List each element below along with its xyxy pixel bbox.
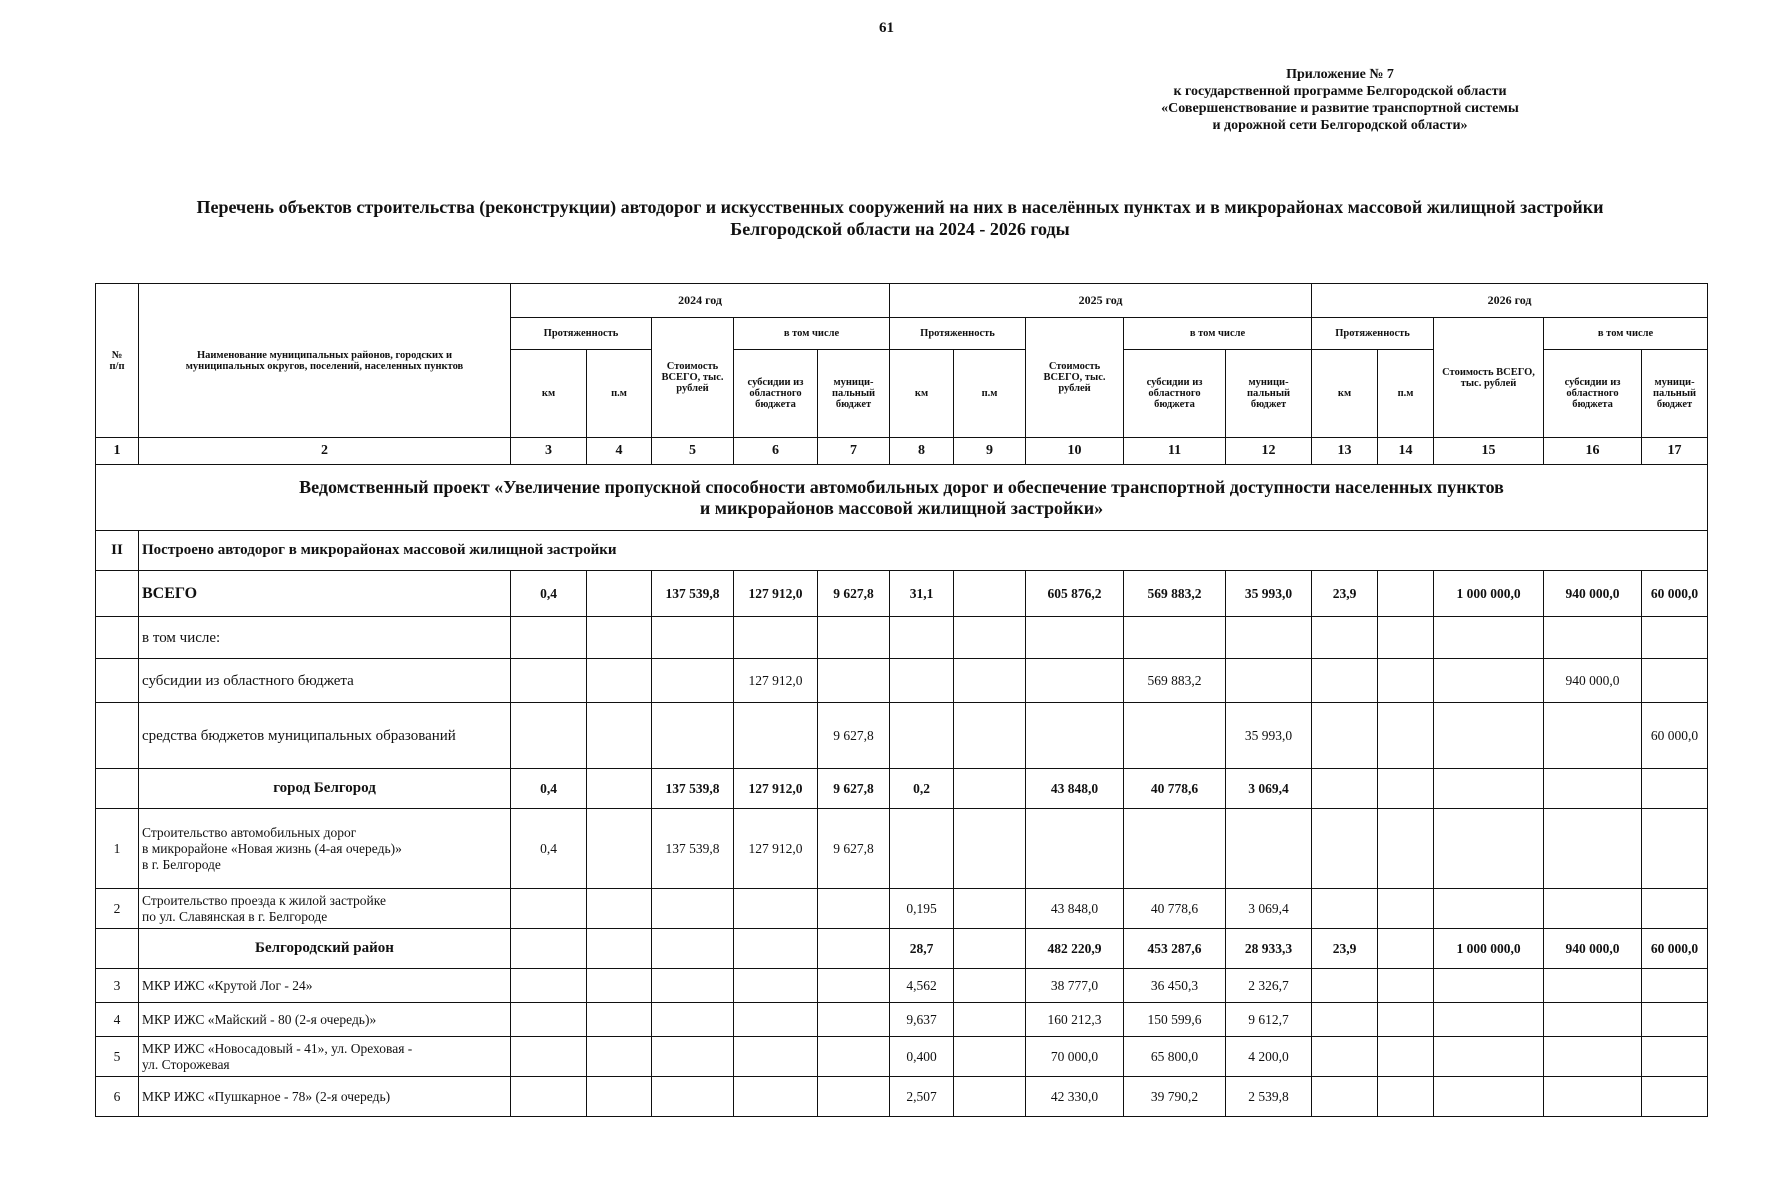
- column-number: 17: [1642, 438, 1708, 465]
- value-cell: 3 069,4: [1226, 769, 1312, 809]
- row-name: средства бюджетов муниципальных образований: [139, 703, 511, 769]
- row-name: субсидии из областного бюджета: [139, 659, 511, 703]
- header-municipal: муници-пальный бюджет: [1226, 350, 1312, 438]
- value-cell: 35 993,0: [1226, 703, 1312, 769]
- value-cell: [1124, 703, 1226, 769]
- value-cell: [734, 617, 818, 659]
- value-cell: [954, 889, 1026, 929]
- row-number: [96, 703, 139, 769]
- value-cell: 39 790,2: [1124, 1077, 1226, 1117]
- value-cell: 0,2: [890, 769, 954, 809]
- value-cell: 36 450,3: [1124, 969, 1226, 1003]
- value-cell: 1 000 000,0: [1434, 571, 1544, 617]
- table-row: [96, 617, 1708, 659]
- appendix-note: [1120, 66, 1560, 134]
- value-cell: [1026, 617, 1124, 659]
- page-number: 61: [879, 20, 894, 36]
- header-length: Протяженность: [1312, 318, 1434, 350]
- row-number: 2: [96, 889, 139, 929]
- value-cell: [1378, 769, 1434, 809]
- row-number: [96, 571, 139, 617]
- row-name: МКР ИЖС «Майский - 80 (2-я очередь)»: [139, 1003, 511, 1037]
- value-cell: [1544, 889, 1642, 929]
- value-cell: 60 000,0: [1642, 571, 1708, 617]
- value-cell: [1026, 659, 1124, 703]
- value-cell: 60 000,0: [1642, 929, 1708, 969]
- value-cell: 9 627,8: [818, 769, 890, 809]
- column-number: 8: [890, 438, 954, 465]
- value-cell: [890, 703, 954, 769]
- column-numbers-row: [96, 438, 1708, 465]
- document-title: [120, 196, 1680, 240]
- value-cell: [652, 703, 734, 769]
- value-cell: [1642, 809, 1708, 889]
- row-name: Белгородский район: [139, 929, 511, 969]
- value-cell: 0,4: [511, 769, 587, 809]
- value-cell: 40 778,6: [1124, 889, 1226, 929]
- value-cell: [511, 969, 587, 1003]
- value-cell: 9 627,8: [818, 571, 890, 617]
- header-num: № п/п: [96, 284, 139, 438]
- header-including: в том числе: [734, 318, 890, 350]
- row-name: МКР ИЖС «Новосадовый - 41», ул. Ореховая - ул. Сторожевая: [139, 1037, 511, 1077]
- header-cost: Стоимость ВСЕГО, тыс. рублей: [652, 318, 734, 438]
- value-cell: [818, 1037, 890, 1077]
- value-cell: [511, 617, 587, 659]
- value-cell: 28,7: [890, 929, 954, 969]
- value-cell: [1544, 769, 1642, 809]
- value-cell: [1642, 1077, 1708, 1117]
- appendix-line: «Совершенствование и развитие транспортной системы: [1161, 101, 1519, 116]
- row-number: 1: [96, 809, 139, 889]
- value-cell: [587, 571, 652, 617]
- value-cell: [1378, 703, 1434, 769]
- table-row: [96, 1037, 1708, 1077]
- value-cell: [587, 703, 652, 769]
- value-cell: [1434, 889, 1544, 929]
- value-cell: 31,1: [890, 571, 954, 617]
- value-cell: 43 848,0: [1026, 889, 1124, 929]
- value-cell: [1544, 1037, 1642, 1077]
- value-cell: [1642, 1003, 1708, 1037]
- value-cell: [1434, 703, 1544, 769]
- value-cell: [1226, 659, 1312, 703]
- value-cell: [1312, 1003, 1378, 1037]
- value-cell: [1312, 1037, 1378, 1077]
- value-cell: [1378, 571, 1434, 617]
- value-cell: 2 326,7: [1226, 969, 1312, 1003]
- header-municipal: муници-пальный бюджет: [818, 350, 890, 438]
- value-cell: [954, 1003, 1026, 1037]
- value-cell: [818, 889, 890, 929]
- row-number: 5: [96, 1037, 139, 1077]
- value-cell: [511, 1003, 587, 1037]
- value-cell: 35 993,0: [1226, 571, 1312, 617]
- value-cell: [1544, 703, 1642, 769]
- value-cell: [954, 571, 1026, 617]
- header-pm: п.м: [1378, 350, 1434, 438]
- value-cell: [1544, 969, 1642, 1003]
- value-cell: 137 539,8: [652, 809, 734, 889]
- column-number: 7: [818, 438, 890, 465]
- value-cell: [587, 1077, 652, 1117]
- value-cell: [1544, 1077, 1642, 1117]
- header-pm: п.м: [587, 350, 652, 438]
- value-cell: [511, 659, 587, 703]
- header-cost: Стоимость ВСЕГО, тыс. рублей: [1434, 318, 1544, 438]
- value-cell: [1434, 617, 1544, 659]
- column-number: 15: [1434, 438, 1544, 465]
- value-cell: 2 539,8: [1226, 1077, 1312, 1117]
- value-cell: [652, 889, 734, 929]
- value-cell: [1226, 617, 1312, 659]
- value-cell: [652, 1003, 734, 1037]
- header-municipal: муници-пальный бюджет: [1642, 350, 1708, 438]
- column-number: 10: [1026, 438, 1124, 465]
- header-cost: Стоимость ВСЕГО, тыс. рублей: [1026, 318, 1124, 438]
- value-cell: [818, 1077, 890, 1117]
- document-title-line: Перечень объектов строительства (реконструкции) автодорог и искусственных сооружений на них в населённых пунктах и в микрорайонах массовой жилищной застройки: [196, 197, 1604, 217]
- column-number: 3: [511, 438, 587, 465]
- value-cell: [1124, 809, 1226, 889]
- column-number: 2: [139, 438, 511, 465]
- value-cell: 0,4: [511, 571, 587, 617]
- header-including: в том числе: [1544, 318, 1708, 350]
- value-cell: [511, 1077, 587, 1117]
- header-subsidy: субсидии из областного бюджета: [1544, 350, 1642, 438]
- header-km: км: [1312, 350, 1378, 438]
- project-title-line: Ведомственный проект «Увеличение пропускной способности автомобильных дорог и обеспечение транспортной доступности населенных пунктов: [299, 476, 1504, 497]
- value-cell: 0,4: [511, 809, 587, 889]
- table-row: [96, 1077, 1708, 1117]
- value-cell: [587, 809, 652, 889]
- header-name: Наименование муниципальных районов, городских и муниципальных округов, поселений, населенных пунктов: [139, 284, 511, 438]
- value-cell: 42 330,0: [1026, 1077, 1124, 1117]
- header-length: Протяженность: [511, 318, 652, 350]
- row-name: в том числе:: [139, 617, 511, 659]
- value-cell: 0,400: [890, 1037, 954, 1077]
- value-cell: [652, 929, 734, 969]
- table-row: [96, 769, 1708, 809]
- value-cell: [1378, 889, 1434, 929]
- value-cell: 127 912,0: [734, 659, 818, 703]
- row-number: [96, 929, 139, 969]
- value-cell: 605 876,2: [1026, 571, 1124, 617]
- value-cell: 9 612,7: [1226, 1003, 1312, 1037]
- value-cell: [1312, 617, 1378, 659]
- value-cell: [818, 659, 890, 703]
- header-km: км: [511, 350, 587, 438]
- table-row: [96, 1003, 1708, 1037]
- row-name: Строительство проезда к жилой застройке по ул. Славянская в г. Белгороде: [139, 889, 511, 929]
- value-cell: [890, 659, 954, 703]
- value-cell: [1312, 1077, 1378, 1117]
- row-name: город Белгород: [139, 769, 511, 809]
- appendix-line: к государственной программе Белгородской области: [1173, 84, 1507, 99]
- value-cell: [818, 617, 890, 659]
- value-cell: 23,9: [1312, 571, 1378, 617]
- value-cell: 9 627,8: [818, 809, 890, 889]
- row-name: Строительство автомобильных дорог в микрорайоне «Новая жизнь (4-ая очередь)» в г. Белгороде: [139, 809, 511, 889]
- value-cell: 940 000,0: [1544, 659, 1642, 703]
- value-cell: [652, 617, 734, 659]
- value-cell: [954, 617, 1026, 659]
- value-cell: [734, 889, 818, 929]
- value-cell: [1434, 659, 1544, 703]
- project-title: [96, 465, 1708, 531]
- value-cell: [587, 889, 652, 929]
- value-cell: 137 539,8: [652, 769, 734, 809]
- value-cell: 127 912,0: [734, 769, 818, 809]
- value-cell: 482 220,9: [1026, 929, 1124, 969]
- value-cell: [734, 1077, 818, 1117]
- header-year-2025: 2025 год: [890, 284, 1312, 318]
- value-cell: [1378, 1003, 1434, 1037]
- value-cell: [1378, 969, 1434, 1003]
- value-cell: [1312, 969, 1378, 1003]
- header-year-2026: 2026 год: [1312, 284, 1708, 318]
- value-cell: [1434, 969, 1544, 1003]
- value-cell: 3 069,4: [1226, 889, 1312, 929]
- value-cell: [1642, 617, 1708, 659]
- value-cell: [587, 769, 652, 809]
- value-cell: [1226, 809, 1312, 889]
- value-cell: [890, 809, 954, 889]
- value-cell: 9 627,8: [818, 703, 890, 769]
- value-cell: 453 287,6: [1124, 929, 1226, 969]
- table-row: [96, 809, 1708, 889]
- value-cell: [1434, 769, 1544, 809]
- column-number: 13: [1312, 438, 1378, 465]
- value-cell: [1544, 809, 1642, 889]
- value-cell: 9,637: [890, 1003, 954, 1037]
- header-including: в том числе: [1124, 318, 1312, 350]
- value-cell: [954, 659, 1026, 703]
- value-cell: [587, 1037, 652, 1077]
- value-cell: [1434, 1003, 1544, 1037]
- value-cell: 569 883,2: [1124, 659, 1226, 703]
- value-cell: [954, 969, 1026, 1003]
- value-cell: [1434, 1037, 1544, 1077]
- value-cell: [511, 1037, 587, 1077]
- value-cell: [587, 969, 652, 1003]
- value-cell: 65 800,0: [1124, 1037, 1226, 1077]
- section-num: II: [96, 531, 139, 571]
- value-cell: [734, 703, 818, 769]
- value-cell: [652, 659, 734, 703]
- value-cell: [1026, 809, 1124, 889]
- value-cell: [1312, 769, 1378, 809]
- value-cell: [1544, 1003, 1642, 1037]
- row-number: [96, 769, 139, 809]
- value-cell: [1378, 1037, 1434, 1077]
- value-cell: [1434, 1077, 1544, 1117]
- header-length: Протяженность: [890, 318, 1026, 350]
- row-number: [96, 659, 139, 703]
- row-name: ВСЕГО: [139, 571, 511, 617]
- value-cell: 60 000,0: [1642, 703, 1708, 769]
- value-cell: 569 883,2: [1124, 571, 1226, 617]
- value-cell: 127 912,0: [734, 571, 818, 617]
- value-cell: [1642, 1037, 1708, 1077]
- value-cell: [818, 929, 890, 969]
- table-row: [96, 889, 1708, 929]
- value-cell: [1378, 1077, 1434, 1117]
- value-cell: [1434, 809, 1544, 889]
- value-cell: [1642, 889, 1708, 929]
- value-cell: [1312, 809, 1378, 889]
- value-cell: [511, 889, 587, 929]
- value-cell: 23,9: [1312, 929, 1378, 969]
- row-number: [96, 617, 139, 659]
- value-cell: [1378, 929, 1434, 969]
- document-title-line: Белгородской области на 2024 - 2026 годы: [730, 219, 1070, 239]
- section-title: Построено автодорог в микрорайонах массовой жилищной застройки: [139, 531, 1708, 571]
- objects-table: [95, 283, 1708, 1117]
- value-cell: [1378, 809, 1434, 889]
- value-cell: [511, 929, 587, 969]
- value-cell: [1312, 889, 1378, 929]
- value-cell: 2,507: [890, 1077, 954, 1117]
- column-number: 9: [954, 438, 1026, 465]
- value-cell: [1312, 703, 1378, 769]
- value-cell: 940 000,0: [1544, 571, 1642, 617]
- value-cell: [1642, 969, 1708, 1003]
- header-km: км: [890, 350, 954, 438]
- row-number: 3: [96, 969, 139, 1003]
- table-row: [96, 969, 1708, 1003]
- value-cell: [954, 809, 1026, 889]
- value-cell: [1378, 659, 1434, 703]
- row-name: МКР ИЖС «Пушкарное - 78» (2-я очередь): [139, 1077, 511, 1117]
- column-number: 12: [1226, 438, 1312, 465]
- value-cell: [954, 929, 1026, 969]
- value-cell: [734, 929, 818, 969]
- value-cell: 70 000,0: [1026, 1037, 1124, 1077]
- header-subsidy: субсидии из областного бюджета: [1124, 350, 1226, 438]
- value-cell: [652, 1077, 734, 1117]
- value-cell: [587, 1003, 652, 1037]
- row-number: 6: [96, 1077, 139, 1117]
- value-cell: [954, 1077, 1026, 1117]
- header-year-2024: 2024 год: [511, 284, 890, 318]
- value-cell: [818, 1003, 890, 1037]
- value-cell: [890, 617, 954, 659]
- value-cell: [652, 969, 734, 1003]
- value-cell: [954, 1037, 1026, 1077]
- table-row: [96, 929, 1708, 969]
- column-number: 14: [1378, 438, 1434, 465]
- appendix-line: Приложение № 7: [1286, 67, 1394, 82]
- value-cell: [511, 703, 587, 769]
- value-cell: [1312, 659, 1378, 703]
- value-cell: 0,195: [890, 889, 954, 929]
- appendix-line: и дорожной сети Белгородской области»: [1212, 118, 1468, 133]
- value-cell: 940 000,0: [1544, 929, 1642, 969]
- value-cell: 160 212,3: [1026, 1003, 1124, 1037]
- value-cell: 137 539,8: [652, 571, 734, 617]
- table-row: [96, 571, 1708, 617]
- row-number: 4: [96, 1003, 139, 1037]
- project-title-line: и микрорайонов массовой жилищной застройки»: [699, 497, 1104, 518]
- value-cell: [652, 1037, 734, 1077]
- header-pm: п.м: [954, 350, 1026, 438]
- column-number: 16: [1544, 438, 1642, 465]
- value-cell: [587, 929, 652, 969]
- value-cell: 127 912,0: [734, 809, 818, 889]
- column-number: 1: [96, 438, 139, 465]
- value-cell: [587, 617, 652, 659]
- value-cell: [734, 969, 818, 1003]
- value-cell: [1642, 659, 1708, 703]
- value-cell: [587, 659, 652, 703]
- value-cell: [954, 769, 1026, 809]
- value-cell: [1642, 769, 1708, 809]
- value-cell: 43 848,0: [1026, 769, 1124, 809]
- value-cell: [1026, 703, 1124, 769]
- value-cell: [734, 1037, 818, 1077]
- column-number: 5: [652, 438, 734, 465]
- value-cell: [1124, 617, 1226, 659]
- column-number: 4: [587, 438, 652, 465]
- table-row: [96, 659, 1708, 703]
- header-subsidy: субсидии из областного бюджета: [734, 350, 818, 438]
- value-cell: 1 000 000,0: [1434, 929, 1544, 969]
- value-cell: [734, 1003, 818, 1037]
- column-number: 11: [1124, 438, 1226, 465]
- value-cell: [1378, 617, 1434, 659]
- value-cell: [954, 703, 1026, 769]
- value-cell: [1544, 617, 1642, 659]
- value-cell: 150 599,6: [1124, 1003, 1226, 1037]
- value-cell: 40 778,6: [1124, 769, 1226, 809]
- value-cell: 38 777,0: [1026, 969, 1124, 1003]
- column-number: 6: [734, 438, 818, 465]
- value-cell: 28 933,3: [1226, 929, 1312, 969]
- value-cell: 4 200,0: [1226, 1037, 1312, 1077]
- value-cell: [818, 969, 890, 1003]
- value-cell: 4,562: [890, 969, 954, 1003]
- row-name: МКР ИЖС «Крутой Лог - 24»: [139, 969, 511, 1003]
- table-row: [96, 703, 1708, 769]
